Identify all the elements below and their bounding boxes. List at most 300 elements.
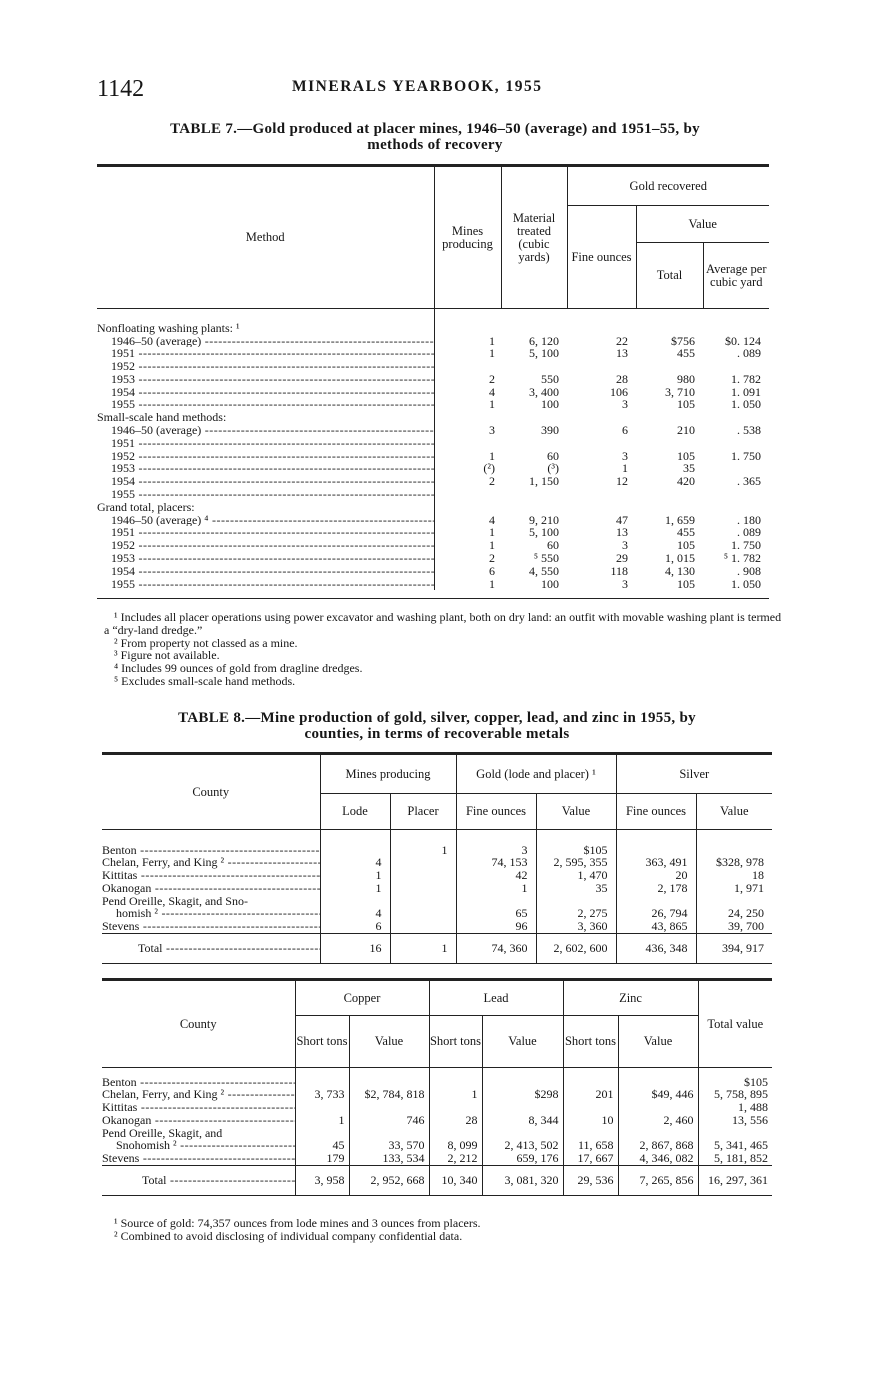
table7-cell-material: 4, 550 xyxy=(529,563,559,578)
table7-cell-ounces: 6 xyxy=(622,423,628,438)
table8-cell-silver-val: $328, 978 xyxy=(716,855,765,870)
table7-row xyxy=(97,514,769,527)
table7-cell-average: $0. 124 xyxy=(725,333,761,348)
table7-header-material: Material treated (cubic yards) xyxy=(501,166,567,309)
table8b-cell-zn-t: 17, 667 xyxy=(563,1152,618,1165)
table8b-cell-zn-v: 2, 460 xyxy=(618,1114,698,1127)
table7-group-row xyxy=(97,411,769,424)
table7-cell-average: 1. 050 xyxy=(731,397,761,412)
table7-spacer-cell xyxy=(434,590,501,598)
table7-body xyxy=(97,309,769,599)
table8b-cell-zn-t: 10 xyxy=(563,1114,618,1127)
table7-cell-material: 5, 100 xyxy=(529,525,559,540)
table8b-cell-pb-v: 2, 413, 502 xyxy=(482,1139,563,1152)
table7-row xyxy=(97,475,769,488)
table8-spacer-cell xyxy=(536,830,616,844)
table8-row-county: Okanogan ----- xyxy=(102,882,320,895)
table8-cell-silver-oz: 2, 178 xyxy=(616,882,696,895)
table8b-cell-pb-t: 2, 212 xyxy=(429,1152,482,1165)
table8-cell-lode: 6 xyxy=(320,920,390,933)
table7-row-label: 1953 ----- xyxy=(97,373,434,386)
table7-cell-ounces: 13 xyxy=(616,346,628,361)
table8b-header-copper: Copper xyxy=(295,980,429,1016)
table8b-row-county: Pend Oreille, Skagit, and xyxy=(102,1127,295,1140)
table8b-cell-zn-v: 2, 867, 868 xyxy=(618,1139,698,1152)
table7-cell-mines xyxy=(434,437,501,450)
table8-cell-gold-val: $105 xyxy=(536,844,616,857)
table7-cell-ounces: 28 xyxy=(616,371,628,386)
table7-cell-material: 60 xyxy=(547,538,559,553)
table7-cell-material: 100 xyxy=(541,397,559,412)
table8b-spacer-cell xyxy=(618,1068,698,1076)
table8-cell-silver-oz: 26, 794 xyxy=(616,907,696,920)
table7-cell-mines xyxy=(434,488,501,501)
table8-row xyxy=(102,856,772,869)
table7-footnote-4: ⁴ Includes 99 ounces of gold from dragline dredges. xyxy=(114,661,363,676)
table7-cell-ounces xyxy=(567,437,636,450)
table7-cell-ounces: 118 xyxy=(610,563,628,578)
table8-row xyxy=(102,882,772,895)
table8-footnote-2: ² Combined to avoid disclosing of individual company confidential data. xyxy=(114,1228,463,1243)
table7-cell-total xyxy=(636,501,703,514)
table7-cell-total: 4, 130 xyxy=(665,563,695,578)
table8-total-silver-val: 394, 917 xyxy=(722,941,765,956)
table7-row xyxy=(97,578,769,591)
table7-cell-mines xyxy=(434,309,501,335)
table7-header-method: Method xyxy=(97,166,434,309)
table8-row xyxy=(102,869,772,882)
table8-cell-placer xyxy=(390,920,456,933)
page-number: 1142 xyxy=(97,76,145,102)
table7-cell-mines: 1 xyxy=(434,335,501,348)
table7-cell-material: 1, 150 xyxy=(529,474,559,489)
table8-total-gold-val: 2, 602, 600 xyxy=(536,934,616,964)
table7-cell-mines: (²) xyxy=(434,462,501,475)
table8b-cell-cu-t: 179 xyxy=(295,1152,349,1165)
table8-title-line1: TABLE 8.—Mine production of gold, silver, copper, lead, and zinc in 1955, by xyxy=(178,710,696,726)
table7-row xyxy=(97,565,769,578)
table8-total-lode: 16 xyxy=(320,934,390,964)
running-title: MINERALS YEARBOOK, 1955 xyxy=(292,78,543,95)
table8b-row-county: Snohomish ² ----- xyxy=(102,1139,295,1152)
table7-row xyxy=(97,373,769,386)
table7-cell-mines: 1 xyxy=(434,450,501,463)
table8-row-county: Pend Oreille, Skagit, and Sno- xyxy=(102,895,320,908)
table7-cell-total: 980 xyxy=(677,371,695,386)
table7-spacer-cell xyxy=(567,590,636,598)
table8b-spacer-cell xyxy=(295,1068,349,1076)
table7-footnote-5: ⁵ Excludes small-scale hand methods. xyxy=(114,673,296,688)
table7-cell-total xyxy=(636,309,703,335)
table8-cell-placer xyxy=(390,907,456,920)
table7-row xyxy=(97,437,769,450)
table8-row-county: Stevens ----- xyxy=(102,920,320,933)
table7-row-label: Small-scale hand methods: xyxy=(97,410,227,425)
table8b-header-copper-value: Value xyxy=(349,1016,429,1068)
table8b-cell-cu-v: 133, 534 xyxy=(349,1152,429,1165)
table7-cell-material: ⁵ 550 xyxy=(533,551,559,566)
table7-row-label: 1951 ----- xyxy=(97,526,434,539)
table7-cell-total xyxy=(636,488,703,501)
table8-spacer-cell xyxy=(616,830,696,844)
table8-cell-silver-val: 24, 250 xyxy=(728,906,765,921)
table8b-total-row xyxy=(102,1166,772,1196)
table8b-cell-cu-t: 3, 733 xyxy=(295,1088,349,1101)
table7-row xyxy=(97,424,769,437)
table8-spacer-cell xyxy=(102,830,320,844)
table8b-cell-pb-t xyxy=(429,1101,482,1114)
table8-title-line2: counties, in terms of recoverable metals xyxy=(304,726,570,742)
table7-row xyxy=(97,360,769,373)
table7-cell-total: 105 xyxy=(677,397,695,412)
table8b-cell-pb-v: 659, 176 xyxy=(482,1152,563,1165)
table8b-cell-total: 13, 556 xyxy=(732,1112,769,1127)
table7-group-row xyxy=(97,501,769,514)
table8b-total-pb-v: 3, 081, 320 xyxy=(482,1166,563,1196)
table8-total-silver-oz: 436, 348 xyxy=(616,934,696,964)
table7-row-label: 1955 ----- xyxy=(97,488,434,501)
table8b-row-county: Okanogan ----- xyxy=(102,1114,295,1127)
table7-cell-total: 1, 015 xyxy=(665,551,695,566)
table7-cell-mines: 1 xyxy=(434,398,501,411)
table8b-spacer-cell xyxy=(482,1068,563,1076)
table8-header-mines-producing: Mines producing xyxy=(320,754,456,794)
table7-row xyxy=(97,386,769,399)
table7-row-label: 1955 ----- xyxy=(97,398,434,411)
table7-row-label: 1951 ----- xyxy=(97,347,434,360)
table8b-cell-zn-t xyxy=(563,1101,618,1114)
table8-cell-gold-oz: 42 xyxy=(456,869,536,882)
table7-cell-average: . 365 xyxy=(737,474,761,489)
table7-row xyxy=(97,488,769,501)
table8-header-silver: Silver xyxy=(616,754,772,794)
table7-footnote-1: ¹ Includes all placer operations using power excavator and washing plant, both on dry land: an outfit with movable washing plant is termed a “dry-land dredge.” xyxy=(104,610,782,637)
table7-cell-total: 455 xyxy=(677,346,695,361)
table8b-total-cu-t: 3, 958 xyxy=(295,1166,349,1196)
table7-cell-total: 210 xyxy=(677,423,695,438)
table8b-header-lead: Lead xyxy=(429,980,563,1016)
table7-cell-ounces: 29 xyxy=(616,551,628,566)
table7-spacer-cell xyxy=(501,590,567,598)
table7-cell-material: 390 xyxy=(541,423,559,438)
table7-cell-material: 6, 120 xyxy=(529,333,559,348)
table7-cell-average: . 089 xyxy=(737,525,761,540)
table8b-header-lead-short-tons: Short tons xyxy=(429,1016,482,1068)
table7-cell-average xyxy=(703,309,769,335)
table8-cell-gold-val: 1, 470 xyxy=(536,869,616,882)
table7-header-total: Total xyxy=(636,243,703,309)
table7-row-label: 1954 ----- xyxy=(97,565,434,578)
table7-cell-total: 1, 659 xyxy=(665,512,695,527)
table7-cell-material xyxy=(501,360,567,373)
table8b-total-zn-v: 7, 265, 856 xyxy=(618,1166,698,1196)
table8-header-county: County xyxy=(102,754,320,830)
table7-group-row xyxy=(97,309,769,335)
table7-cell-material: 60 xyxy=(547,448,559,463)
table7-row-label: Grand total, placers: xyxy=(97,499,195,514)
table7-cell-mines: 4 xyxy=(434,386,501,399)
table8-footnote-1: ¹ Source of gold: 74,357 ounces from lode mines and 3 ounces from placers. xyxy=(114,1216,481,1230)
table7-row-label: 1955 ----- xyxy=(97,578,434,591)
table7-cell-average xyxy=(703,437,769,450)
table7 xyxy=(97,164,769,599)
table7-header-value: Value xyxy=(636,206,769,243)
table8-total-placer: 1 xyxy=(390,934,456,964)
table7-cell-average: 1. 050 xyxy=(731,576,761,591)
table7-cell-mines xyxy=(434,360,501,373)
table8b-spacer-cell xyxy=(102,1068,295,1076)
table7-cell-material: (³) xyxy=(547,461,559,476)
table8b-cell-pb-v: $298 xyxy=(482,1088,563,1101)
table7-cell-mines: 2 xyxy=(434,373,501,386)
table7-cell-average: . 538 xyxy=(737,423,761,438)
table8-row-county: Benton ----- xyxy=(102,844,320,857)
table7-row-label: 1954 ----- xyxy=(97,475,434,488)
table7-title xyxy=(97,121,773,153)
table8b-cell-pb-v xyxy=(482,1101,563,1114)
table8b-cell-pb-t: 8, 099 xyxy=(429,1139,482,1152)
table8b-row-county: Kittitas ----- xyxy=(102,1101,295,1114)
table7-row xyxy=(97,526,769,539)
table8b-top-spacer xyxy=(102,1068,772,1076)
table7-cell-average: . 089 xyxy=(737,346,761,361)
table7-header-mines: Mines producing xyxy=(434,166,501,309)
table8b-header-zinc-short-tons: Short tons xyxy=(563,1016,618,1068)
table7-cell-average xyxy=(703,488,769,501)
table8b-total-total: 16, 297, 361 xyxy=(708,1173,769,1188)
table8-total-label: Total ----- xyxy=(102,934,320,964)
table8-total-gold-oz: 74, 360 xyxy=(456,934,536,964)
table7-cell-total xyxy=(636,360,703,373)
table7-cell-ounces: 3 xyxy=(622,448,628,463)
table7-cell-material: 100 xyxy=(541,576,559,591)
table8-cell-gold-oz: 74, 153 xyxy=(456,856,536,869)
table8-row xyxy=(102,920,772,933)
table8-cell-gold-oz: 1 xyxy=(456,882,536,895)
table8-cell-silver-oz: 20 xyxy=(616,869,696,882)
table8-cell-lode: 1 xyxy=(320,869,390,882)
table8b-row-county: Benton ----- xyxy=(102,1076,295,1089)
table7-cell-average: . 908 xyxy=(737,563,761,578)
table8-row-county: homish ² ----- xyxy=(102,907,320,920)
table7-header-gold-recovered: Gold recovered xyxy=(567,166,769,206)
table8-header-lode: Lode xyxy=(320,794,390,830)
table7-cell-material: 9, 210 xyxy=(529,512,559,527)
table7-cell-average: . 180 xyxy=(737,512,761,527)
table8-top-spacer xyxy=(102,830,772,844)
table8b-header-zinc-value: Value xyxy=(618,1016,698,1068)
table7-row-label: 1946–50 (average) ----- xyxy=(97,424,434,437)
table8-part2-body xyxy=(102,1068,772,1196)
table8b-cell-total: 5, 181, 852 xyxy=(714,1151,769,1166)
table8b-header-county: County xyxy=(102,980,295,1068)
table7-cell-mines: 4 xyxy=(434,514,501,527)
table8-cell-silver-oz: 43, 865 xyxy=(616,920,696,933)
table8-cell-gold-val: 3, 360 xyxy=(536,920,616,933)
table7-cell-material xyxy=(501,437,567,450)
table8b-row xyxy=(102,1101,772,1114)
table8b-cell-zn-v: $49, 446 xyxy=(618,1088,698,1101)
table8-title xyxy=(102,710,772,742)
table7-row xyxy=(97,462,769,475)
table8b-header-lead-value: Value xyxy=(482,1016,563,1068)
table7-cell-ounces: 13 xyxy=(616,525,628,540)
table7-bottom-spacer xyxy=(97,590,769,598)
table8b-total-cu-v: 2, 952, 668 xyxy=(349,1166,429,1196)
table7-row xyxy=(97,450,769,463)
table7-cell-ounces: 3 xyxy=(622,576,628,591)
table7-row-label: Nonfloating washing plants: ¹ xyxy=(97,320,240,335)
table7-row-label: 1952 ----- xyxy=(97,450,434,463)
table8-cell-gold-val: 2, 595, 355 xyxy=(536,856,616,869)
table8b-cell-zn-t: 201 xyxy=(563,1088,618,1101)
table7-cell-ounces: 22 xyxy=(616,333,628,348)
table7-cell-ounces: 47 xyxy=(616,512,628,527)
table8b-row xyxy=(102,1088,772,1101)
table8-spacer-cell xyxy=(696,830,772,844)
table7-row-label: 1946–50 (average) ⁴ ----- xyxy=(97,514,434,527)
table8b-spacer-cell xyxy=(429,1068,482,1076)
table7-cell-ounces: 3 xyxy=(622,538,628,553)
table8b-row-county: Stevens ----- xyxy=(102,1152,295,1165)
table7-cell-average: ⁵ 1. 782 xyxy=(723,551,761,566)
table8-cell-gold-oz: 65 xyxy=(456,907,536,920)
table8b-cell-pb-v: 8, 344 xyxy=(482,1114,563,1127)
table8b-spacer-cell xyxy=(563,1068,618,1076)
table8b-cell-pb-t: 1 xyxy=(429,1088,482,1101)
table8-header-gold-value: Value xyxy=(536,794,616,830)
table7-cell-total: 105 xyxy=(677,576,695,591)
table8-cell-lode: 4 xyxy=(320,907,390,920)
table8-header-silver-fine-ounces: Fine ounces xyxy=(616,794,696,830)
table8b-cell-cu-v xyxy=(349,1101,429,1114)
table7-cell-mines: 3 xyxy=(434,424,501,437)
table8-cell-placer xyxy=(390,869,456,882)
table7-cell-ounces xyxy=(567,360,636,373)
table8-footnotes xyxy=(104,1217,784,1243)
table8b-total-label: Total ----- xyxy=(102,1166,295,1196)
table8b-cell-cu-v: 746 xyxy=(349,1114,429,1127)
table7-title-line1: TABLE 7.—Gold produced at placer mines, 1946–50 (average) and 1951–55, by xyxy=(170,121,700,137)
table8-cell-silver-val: 1, 971 xyxy=(734,880,765,895)
table7-spacer-cell xyxy=(636,590,703,598)
table8b-row xyxy=(102,1152,772,1165)
table7-cell-material: 550 xyxy=(541,371,559,386)
table7-row xyxy=(97,552,769,565)
table8b-cell-cu-t xyxy=(295,1101,349,1114)
table7-cell-ounces xyxy=(567,501,636,514)
table8b-cell-total: 5, 758, 895 xyxy=(714,1087,769,1102)
table8b-row xyxy=(102,1114,772,1127)
table8b-total-zn-t: 29, 536 xyxy=(563,1166,618,1196)
table7-spacer-cell xyxy=(97,590,434,598)
table7-row xyxy=(97,335,769,348)
table7-cell-average xyxy=(703,501,769,514)
table8-row-county: Kittitas ----- xyxy=(102,869,320,882)
table8-header-gold-fine-ounces: Fine ounces xyxy=(456,794,536,830)
table7-cell-mines: 1 xyxy=(434,347,501,360)
table7-cell-total: 105 xyxy=(677,448,695,463)
table7-row-label: 1954 ----- xyxy=(97,386,434,399)
table7-cell-material xyxy=(501,309,567,335)
table8b-cell-pb-t: 28 xyxy=(429,1114,482,1127)
table7-cell-total: 3, 710 xyxy=(665,384,695,399)
table8-cell-placer xyxy=(390,882,456,895)
table7-cell-total: 35 xyxy=(683,461,695,476)
table7-cell-ounces xyxy=(567,488,636,501)
table8b-cell-zn-t: 11, 658 xyxy=(563,1139,618,1152)
table8-spacer-cell xyxy=(320,830,390,844)
table7-cell-average: 1. 091 xyxy=(731,384,761,399)
table7-row-label: 1951 ----- xyxy=(97,437,434,450)
table7-cell-material xyxy=(501,488,567,501)
table7-cell-ounces: 106 xyxy=(610,384,628,399)
table7-header-average: Average per cubic yard xyxy=(703,243,769,309)
table7-row-label: 1953 ----- xyxy=(97,462,434,475)
table8b-cell-total: $105 xyxy=(744,1074,769,1089)
table7-cell-material: 3, 400 xyxy=(529,384,559,399)
table8b-spacer-cell xyxy=(349,1068,429,1076)
table8b-cell-zn-v: 4, 346, 082 xyxy=(618,1152,698,1165)
table7-row xyxy=(97,347,769,360)
table8b-cell-cu-v: $2, 784, 818 xyxy=(349,1088,429,1101)
table8b-cell-total: 5, 341, 465 xyxy=(714,1138,769,1153)
table7-cell-total: 105 xyxy=(677,538,695,553)
table7-cell-material xyxy=(501,501,567,514)
table7-footnote-3: ³ Figure not available. xyxy=(114,648,220,663)
table8b-header-copper-short-tons: Short tons xyxy=(295,1016,349,1068)
table7-cell-ounces: 3 xyxy=(622,397,628,412)
table7-row-label: 1953 ----- xyxy=(97,552,434,565)
table8b-cell-total: 1, 488 xyxy=(738,1100,769,1115)
table8b-cell-zn-v xyxy=(618,1101,698,1114)
table8-part2 xyxy=(102,978,772,1196)
table8-part1-body xyxy=(102,830,772,964)
table8b-header-zinc: Zinc xyxy=(563,980,698,1016)
table7-cell-total: 455 xyxy=(677,525,695,540)
table7-title-line2: methods of recovery xyxy=(367,137,503,153)
table8-cell-lode: 4 xyxy=(320,856,390,869)
table7-cell-mines: 1 xyxy=(434,578,501,591)
table7-row-label: 1952 ----- xyxy=(97,539,434,552)
table7-cell-average: 1. 750 xyxy=(731,448,761,463)
table7-cell-average: 1. 782 xyxy=(731,371,761,386)
table8-cell-gold-val: 2, 275 xyxy=(536,907,616,920)
table8-spacer-cell xyxy=(390,830,456,844)
table8b-header-total-value: Total value xyxy=(698,980,772,1068)
table7-spacer-cell xyxy=(703,590,769,598)
table7-cell-mines: 2 xyxy=(434,475,501,488)
table8-cell-gold-val: 35 xyxy=(536,882,616,895)
table8-cell-gold-oz: 96 xyxy=(456,920,536,933)
table7-cell-material: 5, 100 xyxy=(529,346,559,361)
table7-cell-ounces xyxy=(567,309,636,335)
table8-cell-silver-oz: 363, 491 xyxy=(616,856,696,869)
table8-header-gold: Gold (lode and placer) ¹ xyxy=(456,754,616,794)
table8b-cell-cu-t: 45 xyxy=(295,1139,349,1152)
table7-cell-mines xyxy=(434,501,501,514)
table8-cell-silver-val: 18 xyxy=(752,868,765,883)
table8b-cell-cu-t: 1 xyxy=(295,1114,349,1127)
table8-header-placer: Placer xyxy=(390,794,456,830)
table7-cell-average: 1. 750 xyxy=(731,538,761,553)
table8-spacer-cell xyxy=(456,830,536,844)
table7-cell-total xyxy=(636,437,703,450)
table8-cell-gold-oz: 3 xyxy=(456,844,536,857)
table8b-row-county: Chelan, Ferry, and King ² ----- xyxy=(102,1088,295,1101)
table7-cell-total: 420 xyxy=(677,474,695,489)
table7-cell-mines: 2 xyxy=(434,552,501,565)
